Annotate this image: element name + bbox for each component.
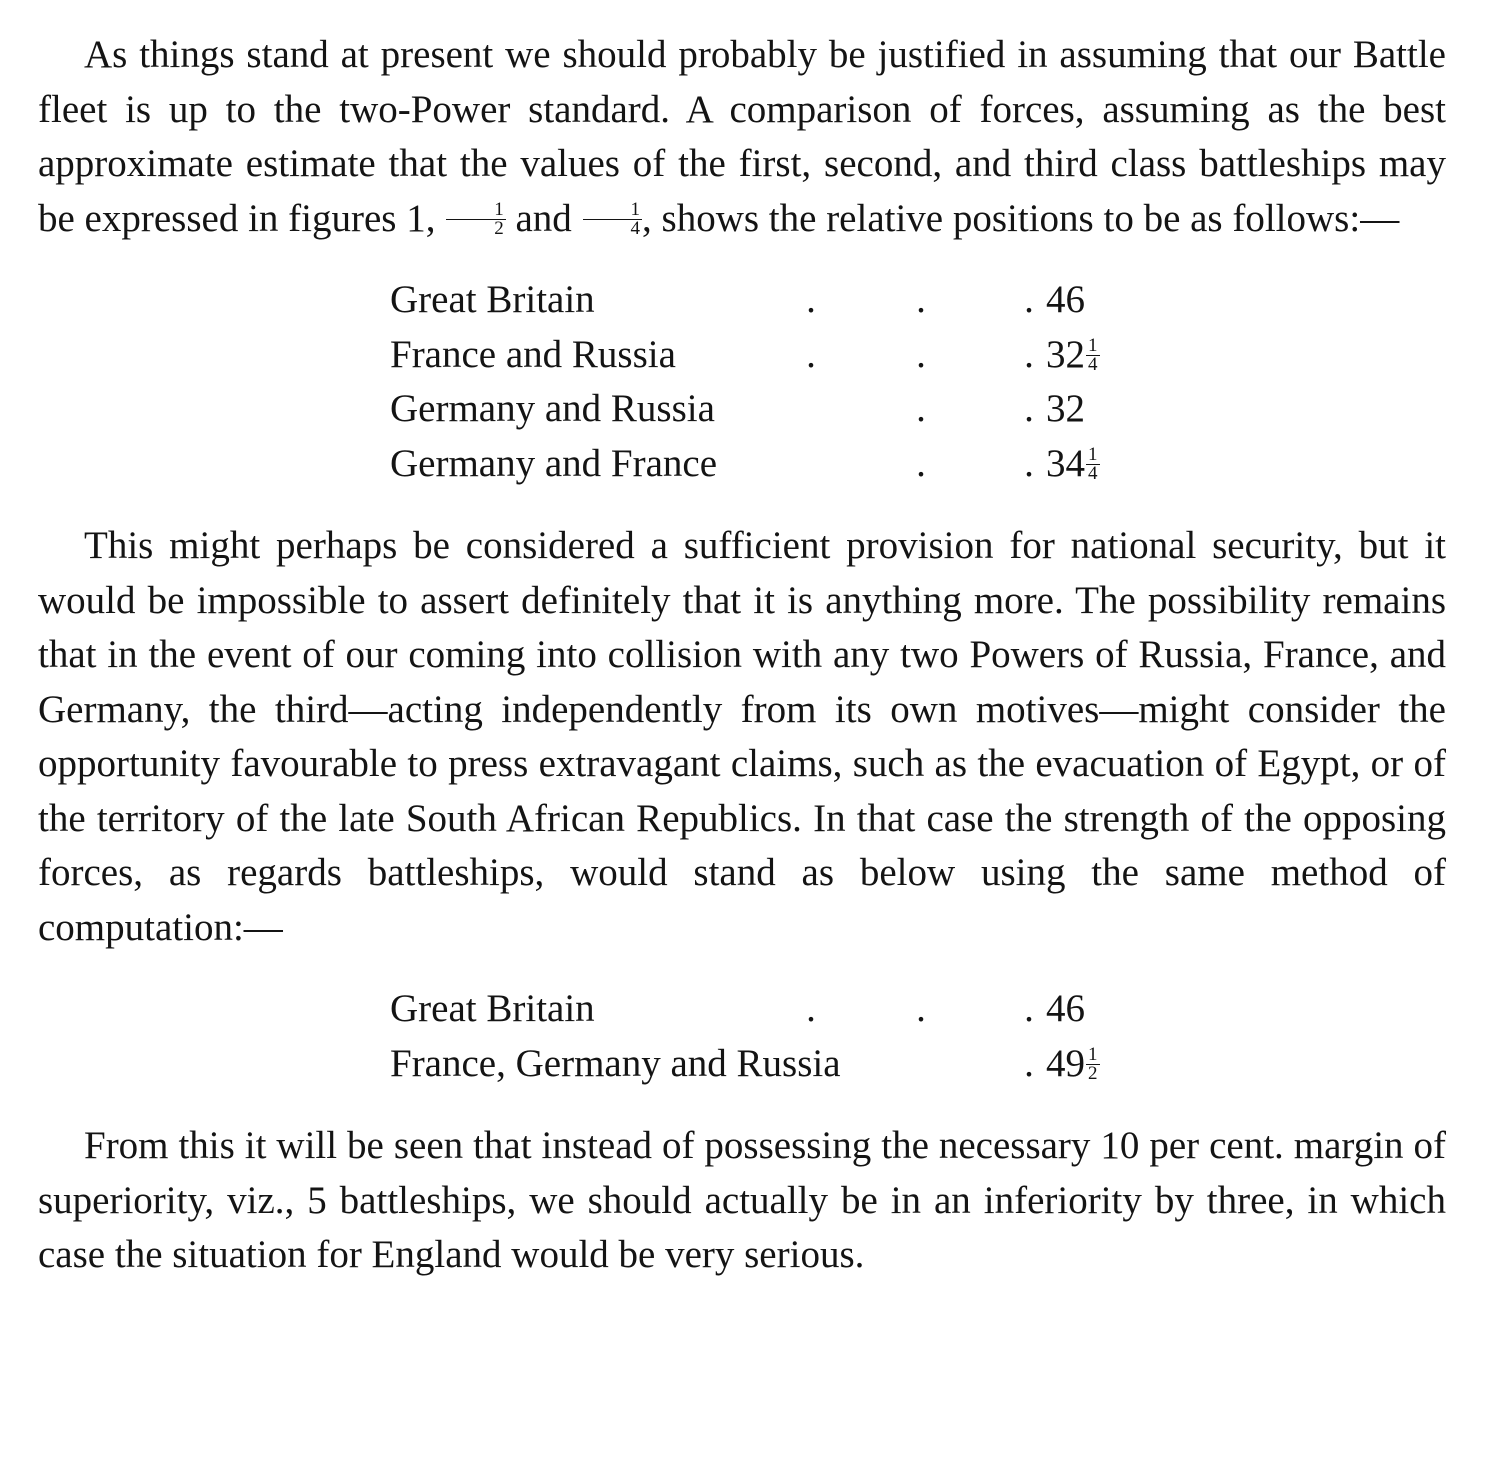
table-row bbox=[38, 382, 1446, 437]
leader-dot: . bbox=[1024, 278, 1034, 321]
leader-dot: . bbox=[916, 332, 926, 376]
fraction-denominator: 4 bbox=[1088, 463, 1098, 485]
strength-value bbox=[1046, 382, 1085, 437]
paragraph-two-power-standard bbox=[38, 28, 1446, 246]
paragraph-conclusion: From this it will be seen that instead of possessing the necessary 10 per cent. margin of superiority, viz., 5 battleships, we should actually be in an inferiority by three, in which case the situation for England would be very serious. bbox=[38, 1124, 1446, 1276]
fraction-denominator: 4 bbox=[1088, 354, 1098, 376]
fraction-one-half bbox=[446, 201, 506, 238]
leader-dot: . bbox=[806, 278, 816, 321]
country-name: Germany and Russia bbox=[390, 387, 715, 430]
table-row bbox=[38, 328, 1446, 383]
leader-dot: . bbox=[1024, 332, 1034, 376]
strength-whole: 32 bbox=[1046, 332, 1085, 376]
country-name: Great Britain bbox=[390, 987, 595, 1030]
table-row bbox=[38, 1037, 1446, 1092]
strength-whole: 46 bbox=[1046, 278, 1085, 321]
strength-fraction bbox=[1086, 1046, 1100, 1083]
leader-dot: . bbox=[1024, 441, 1034, 485]
leader-dot: . bbox=[806, 987, 816, 1030]
fraction-one-quarter bbox=[583, 201, 643, 238]
leader-dot: . bbox=[916, 987, 926, 1030]
strength-fraction bbox=[1086, 446, 1100, 483]
leader-dot: . bbox=[916, 387, 926, 430]
table-row bbox=[38, 982, 1446, 1037]
paragraph-text: and bbox=[505, 196, 582, 240]
country-name: Germany and France bbox=[390, 441, 718, 485]
fraction-numerator: 1 bbox=[1088, 335, 1098, 357]
leader-dot: . bbox=[1024, 387, 1034, 430]
fraction-numerator: 1 bbox=[583, 201, 643, 220]
fraction-denominator: 4 bbox=[630, 218, 641, 240]
leader-dot: . bbox=[1024, 1041, 1034, 1085]
fraction-numerator: 1 bbox=[1088, 1044, 1098, 1066]
paragraph-text: , shows the relative positions to be as follows:— bbox=[642, 196, 1400, 240]
strength-value bbox=[1046, 1037, 1100, 1092]
strength-fraction bbox=[1086, 337, 1100, 374]
leader-dot: . bbox=[1024, 987, 1034, 1030]
paragraph-national-security: This might perhaps be considered a sufficient provision for national security, but it would be impossible to assert definitely that it is anything more. The possibility remains that in the event of our coming into collision with any two Powers of Russia, France, and Germany, the third—acting independently from its own motives—might consider the opportunity favourable to press extravagant claims, such as the evacuation of Egypt, or of the territory of the late South African Republics. In that case the strength of the opposing forces, as regards battleships, would stand as below using the same method of computation:— bbox=[38, 524, 1446, 949]
strength-value bbox=[1046, 982, 1085, 1037]
table-row bbox=[38, 273, 1446, 328]
fraction-numerator: 1 bbox=[446, 201, 506, 220]
strength-value bbox=[1046, 328, 1100, 383]
fleet-comparison-table bbox=[38, 273, 1446, 491]
strength-whole: 32 bbox=[1046, 387, 1085, 430]
fraction-denominator: 2 bbox=[1088, 1063, 1098, 1085]
combined-powers-table bbox=[38, 982, 1446, 1091]
leader-dot: . bbox=[806, 332, 816, 376]
table-row bbox=[38, 437, 1446, 492]
fraction-denominator: 2 bbox=[494, 218, 504, 240]
country-name: France and Russia bbox=[390, 332, 676, 376]
strength-whole: 49 bbox=[1046, 1041, 1085, 1085]
leader-dot: . bbox=[916, 278, 926, 321]
strength-whole: 46 bbox=[1046, 987, 1085, 1030]
strength-whole: 34 bbox=[1046, 441, 1085, 485]
country-name: Great Britain bbox=[390, 278, 595, 321]
strength-value bbox=[1046, 437, 1100, 492]
leader-dot: . bbox=[916, 441, 926, 485]
paragraph-text: As things stand at present we should probably be justified in assuming that our Battle fleet is up to the two-Power standard. A comparison of forces, assuming as the best approximate estimate that the values of the first, second, and third class battleships may be expressed in figures 1, bbox=[38, 33, 1446, 240]
document-page bbox=[38, 28, 1446, 1283]
strength-value bbox=[1046, 273, 1085, 328]
fraction-numerator: 1 bbox=[1088, 444, 1098, 466]
country-name: France, Germany and Russia bbox=[390, 1041, 841, 1085]
